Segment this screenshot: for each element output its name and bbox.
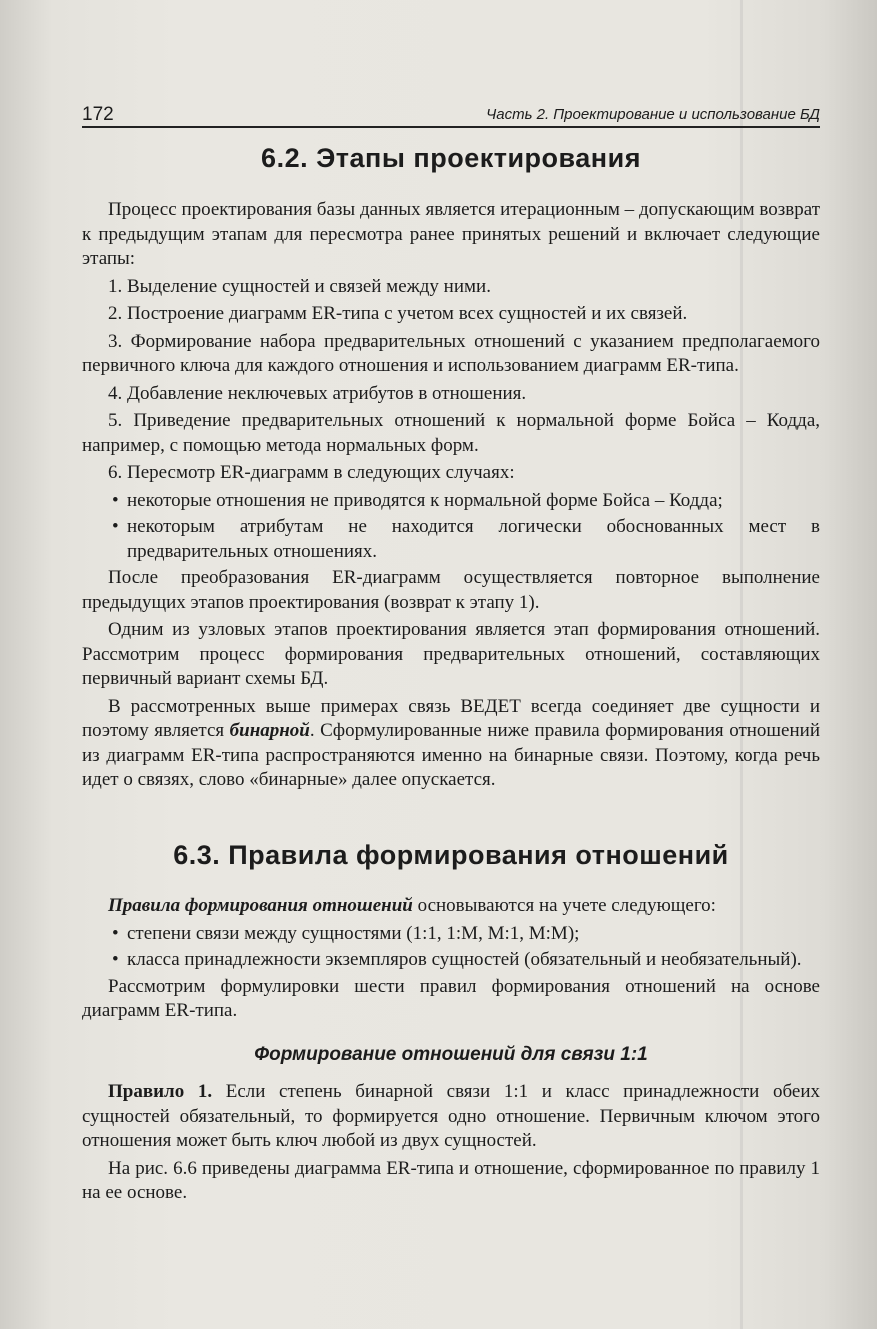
running-header xyxy=(82,104,820,128)
section-6-3-body xyxy=(82,894,820,1027)
binary-paragraph xyxy=(82,695,820,793)
key-stage-paragraph: Одним из узловых этапов проектирования является этап формирования отношений. Рассмотрим процесс формирования предварительных отношений, составляющих первичный вариант схемы БД. xyxy=(82,619,820,689)
step-item: 4. Добавление неключевых атрибутов в отношения. xyxy=(108,382,527,404)
bullet-item xyxy=(82,922,820,947)
six-rules-paragraph: Рассмотрим формулировки шести правил формирования отношений на основе диаграмм ER-типа. xyxy=(82,975,820,1021)
subsection-title-1-1: Формирование отношений для связи 1:1 xyxy=(254,1044,648,1065)
bullet-icon: • xyxy=(112,922,119,944)
bullet-text: некоторые отношения не приводятся к нормальной форме Бойса – Кодда; xyxy=(127,489,723,511)
page-number: 172 xyxy=(82,104,114,125)
bullet-item xyxy=(82,489,820,514)
running-title: Часть 2. Проектирование и использование БД xyxy=(486,106,820,123)
bullet-icon: • xyxy=(112,949,119,970)
section-title-6-2: 6.2. Этапы проектирования xyxy=(261,143,641,173)
intro-paragraph: Процесс проектирования базы данных является итерационным – допускающим возврат к предыдущим этапам для пересмотра ранее принятых решений и включает следующие этапы: xyxy=(82,199,820,269)
binary-text-start: В рассмотренных выше примерах связь ВЕДЕТ всегда соединяет две сущности и поэтому является xyxy=(82,695,820,741)
step-item: 3. Формирование набора предварительных отношений с указанием предполагаемого первичного ключа для каждого отношения и использованием диаграмм ER-типа. xyxy=(82,330,820,376)
step-item: 5. Приведение предварительных отношений к нормальной форме Бойса – Кодда, например, с помощью метода нормальных форм. xyxy=(82,410,820,456)
rule1-paragraph xyxy=(82,1080,820,1154)
bullet-text: степени связи между сущностями (1:1, 1:М, М:1, М:М); xyxy=(127,922,580,944)
bullet-text: класса принадлежности экземпляров сущностей (обязательный и необязательный). xyxy=(127,949,802,970)
bullet-item xyxy=(82,515,820,564)
rules-term: Правила формирования отношений xyxy=(108,895,413,916)
bullet-icon: • xyxy=(112,516,119,537)
rules-intro-rest: основываются на учете следующего: xyxy=(412,895,716,916)
rule1-text: Если степень бинарной связи 1:1 и класс принадлежности обеих сущностей обязательный, то формируется одно отношение. Первичным ключом этого отношения может быть ключ любой из двух сущностей. xyxy=(82,1081,820,1151)
binary-term: бинарной xyxy=(229,720,310,741)
step-item: 6. Пересмотр ER-диаграмм в следующих случаях: xyxy=(108,462,515,483)
bullet-item xyxy=(82,948,820,973)
step-item: 1. Выделение сущностей и связей между ними. xyxy=(108,275,491,297)
figure-reference-paragraph: На рис. 6.6 приведены диаграмма ER-типа и отношение, сформированное по правилу 1 на ее основе. xyxy=(82,1157,820,1203)
section-title-6-3: 6.3. Правила формирования отношений xyxy=(173,840,729,870)
bullet-text: некоторым атрибутам не находится логически обоснованных мест в предварительных отношениях. xyxy=(127,516,820,562)
conversion-paragraph: После преобразования ER-диаграмм осуществляется повторное выполнение предыдущих этапов проектирования (возврат к этапу 1). xyxy=(82,567,820,613)
rule1-label: Правило 1. xyxy=(108,1081,213,1102)
subsection-1-1-body xyxy=(82,1080,820,1209)
bullet-icon: • xyxy=(112,489,119,511)
section-6-2-body xyxy=(82,198,820,796)
step-item: 2. Построение диаграмм ER-типа с учетом всех сущностей и их связей. xyxy=(108,303,688,324)
binary-text-end: . Сформулированные ниже правила формирования отношений из диаграмм ER-типа распространяются именно на бинарные связи. Поэтому, когда речь идет о связях, слово «бинарные» далее опускается. xyxy=(82,720,820,790)
rules-intro-paragraph xyxy=(82,894,820,919)
